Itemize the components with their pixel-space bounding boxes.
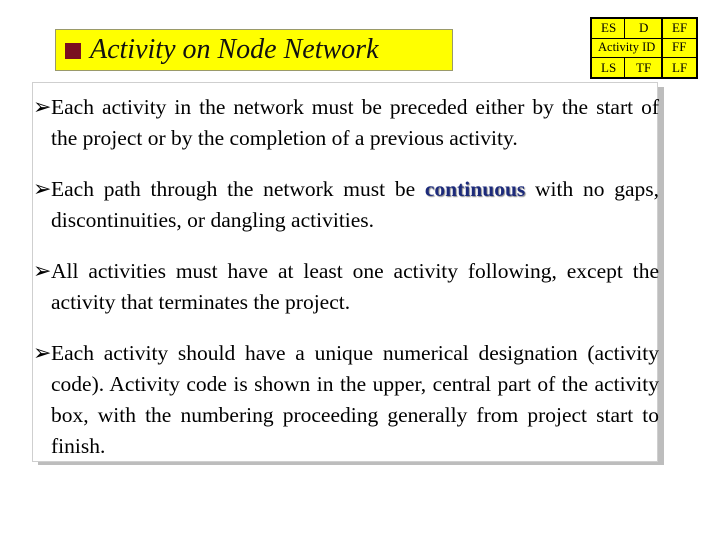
arrow-bullet-icon: ➢ <box>33 95 52 120</box>
node-divider-bottom-right <box>663 57 696 58</box>
highlight-continuous: continuous <box>424 177 526 201</box>
node-tf-label: TF <box>636 60 652 75</box>
content-box <box>32 82 658 462</box>
node-divider-es-d <box>624 19 625 38</box>
title-bullet-square-icon <box>65 43 81 59</box>
arrow-bullet-icon: ➢ <box>33 341 52 366</box>
node-divider-vertical <box>661 19 663 77</box>
node-d-label: D <box>639 20 649 35</box>
bullet-item-2 <box>33 174 659 236</box>
bullet-text-part: Each path through the network must be <box>51 177 425 201</box>
bullet-item-1 <box>33 92 659 154</box>
node-ef-label: EF <box>672 20 688 35</box>
node-activity-id-label: Activity ID <box>598 40 656 54</box>
node-ff-label: FF <box>672 39 687 54</box>
node-lf-label: LF <box>672 60 688 75</box>
arrow-bullet-icon: ➢ <box>33 259 52 284</box>
node-es-label: ES <box>601 20 617 35</box>
bullet-item-4 <box>33 338 659 462</box>
slide-title: Activity on Node Network <box>90 34 379 65</box>
bullet-item-3 <box>33 256 659 318</box>
bullet-text-part: with no gaps, discontinuities, or dangling activities. <box>51 177 659 232</box>
slide-title-box <box>55 29 453 71</box>
node-ls-label: LS <box>601 60 617 75</box>
bullet-text: Each activity should have a unique numerical designation (activity code). Activity code is shown in the upper, central part of the activity box, with the numbering proceeding generally from project start to finish. <box>51 341 659 458</box>
node-divider-ls-tf <box>624 57 625 79</box>
bullet-text: All activities must have at least one activity following, except the activity that terminates the project. <box>51 259 659 314</box>
bullet-text <box>51 174 659 236</box>
arrow-bullet-icon: ➢ <box>33 177 52 202</box>
activity-node-legend <box>590 17 698 79</box>
bullet-text: Each activity in the network must be preceded either by the start of the project or by the completion of a previous activity. <box>51 95 659 150</box>
node-divider-bottom-left <box>592 57 661 58</box>
